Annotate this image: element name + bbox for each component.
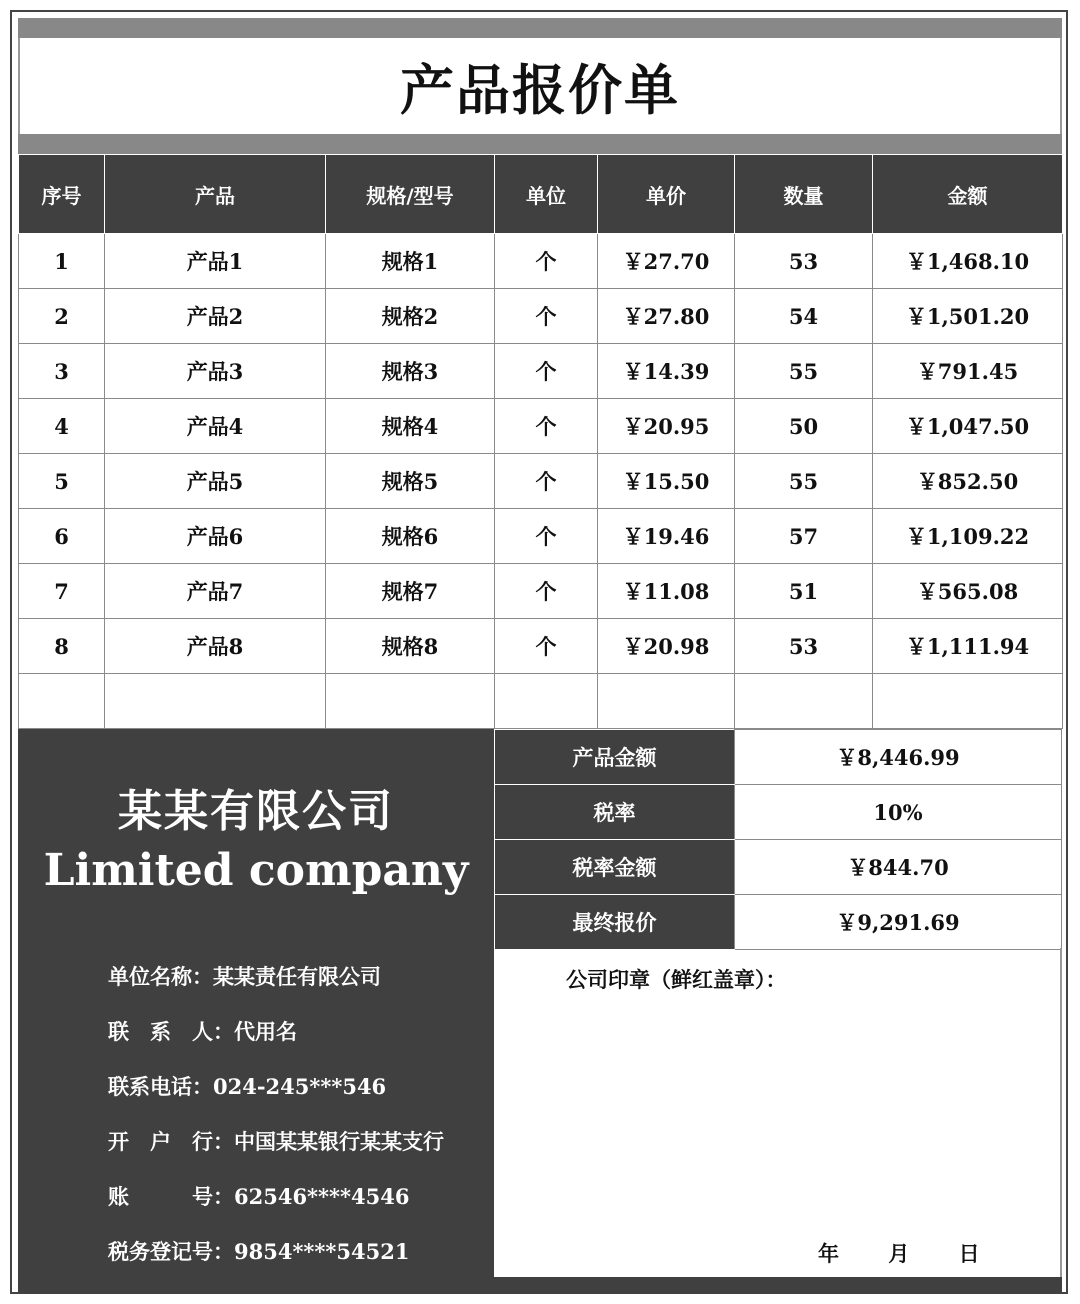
cell-quantity: 57 bbox=[735, 509, 873, 564]
cell-spec: 规格3 bbox=[326, 344, 495, 399]
cell-unit-price: ￥20.98 bbox=[598, 619, 735, 674]
cell-unit: 个 bbox=[495, 399, 598, 454]
seal-area bbox=[494, 948, 1062, 1277]
cell-amount: ￥1,111.94 bbox=[873, 619, 1063, 674]
table-row bbox=[19, 344, 1063, 399]
col-header-spec: 规格/型号 bbox=[326, 155, 495, 234]
cell-amount: ￥791.45 bbox=[873, 344, 1063, 399]
cell-product: 产品7 bbox=[105, 564, 326, 619]
table-row bbox=[19, 509, 1063, 564]
cell-quantity: 53 bbox=[735, 619, 873, 674]
cell-product: 产品1 bbox=[105, 234, 326, 289]
cell-index: 1 bbox=[19, 234, 105, 289]
cell-product: 产品4 bbox=[105, 399, 326, 454]
cell-index: 6 bbox=[19, 509, 105, 564]
table-header-row bbox=[19, 155, 1063, 234]
cell-unit-price bbox=[598, 674, 735, 729]
cell-product: 产品6 bbox=[105, 509, 326, 564]
total-label: 最终报价 bbox=[495, 895, 735, 950]
info-phone: 联系电话：024-245***546 bbox=[108, 1074, 387, 1099]
date-day: 日 bbox=[958, 1241, 980, 1266]
total-value: 10% bbox=[735, 785, 1062, 840]
cell-product bbox=[105, 674, 326, 729]
cell-unit: 个 bbox=[495, 509, 598, 564]
page-title: 产品报价单 bbox=[18, 38, 1062, 134]
col-header-amount: 金额 bbox=[873, 155, 1063, 234]
cell-quantity bbox=[735, 674, 873, 729]
total-row-tax-amount bbox=[495, 840, 1062, 895]
table-row bbox=[19, 619, 1063, 674]
company-name-cn: 某某有限公司 bbox=[118, 786, 394, 837]
table-row bbox=[19, 399, 1063, 454]
cell-quantity: 54 bbox=[735, 289, 873, 344]
total-value: ￥8,446.99 bbox=[735, 730, 1062, 785]
cell-unit: 个 bbox=[495, 564, 598, 619]
cell-unit-price: ￥19.46 bbox=[598, 509, 735, 564]
cell-product: 产品2 bbox=[105, 289, 326, 344]
bottom-band bbox=[18, 1277, 1062, 1294]
cell-index bbox=[19, 674, 105, 729]
total-label: 产品金额 bbox=[495, 730, 735, 785]
date-month: 月 bbox=[888, 1241, 910, 1266]
cell-spec: 规格7 bbox=[326, 564, 495, 619]
total-label: 税率金额 bbox=[495, 840, 735, 895]
col-header-quantity: 数量 bbox=[735, 155, 873, 234]
cell-unit: 个 bbox=[495, 289, 598, 344]
total-value: ￥844.70 bbox=[735, 840, 1062, 895]
total-row-final-price bbox=[495, 895, 1062, 950]
cell-product: 产品8 bbox=[105, 619, 326, 674]
info-bank: 开 户 行：中国某某银行某某支行 bbox=[108, 1129, 444, 1154]
cell-spec bbox=[326, 674, 495, 729]
info-unit-name: 单位名称：某某责任有限公司 bbox=[108, 964, 381, 989]
cell-unit-price: ￥14.39 bbox=[598, 344, 735, 399]
cell-quantity: 51 bbox=[735, 564, 873, 619]
cell-spec: 规格1 bbox=[326, 234, 495, 289]
cell-amount: ￥565.08 bbox=[873, 564, 1063, 619]
cell-spec: 规格6 bbox=[326, 509, 495, 564]
cell-spec: 规格8 bbox=[326, 619, 495, 674]
table-body bbox=[19, 234, 1063, 729]
total-row-product-amount bbox=[495, 730, 1062, 785]
cell-amount: ￥852.50 bbox=[873, 454, 1063, 509]
date-year: 年 bbox=[818, 1241, 839, 1266]
total-label: 税率 bbox=[495, 785, 735, 840]
cell-product: 产品5 bbox=[105, 454, 326, 509]
cell-unit-price: ￥20.95 bbox=[598, 399, 735, 454]
seal-label: 公司印章（鲜红盖章）： bbox=[566, 967, 787, 992]
col-header-unit-price: 单价 bbox=[598, 155, 735, 234]
table-row bbox=[19, 454, 1063, 509]
cell-amount: ￥1,047.50 bbox=[873, 399, 1063, 454]
cell-spec: 规格5 bbox=[326, 454, 495, 509]
table-row bbox=[19, 234, 1063, 289]
table-row bbox=[19, 289, 1063, 344]
cell-amount: ￥1,501.20 bbox=[873, 289, 1063, 344]
total-value: ￥9,291.69 bbox=[735, 895, 1062, 950]
cell-quantity: 53 bbox=[735, 234, 873, 289]
cell-unit bbox=[495, 674, 598, 729]
cell-index: 7 bbox=[19, 564, 105, 619]
date-row bbox=[818, 1238, 1022, 1268]
cell-index: 4 bbox=[19, 399, 105, 454]
col-header-product: 产品 bbox=[105, 155, 326, 234]
cell-amount: ￥1,468.10 bbox=[873, 234, 1063, 289]
cell-spec: 规格4 bbox=[326, 399, 495, 454]
company-name-en: Limited company bbox=[43, 845, 469, 896]
title-band bbox=[18, 134, 1062, 154]
cell-index: 5 bbox=[19, 454, 105, 509]
cell-unit: 个 bbox=[495, 619, 598, 674]
quotation-sheet bbox=[18, 18, 1062, 1277]
cell-unit: 个 bbox=[495, 234, 598, 289]
cell-amount bbox=[873, 674, 1063, 729]
totals-table bbox=[494, 729, 1062, 950]
cell-index: 3 bbox=[19, 344, 105, 399]
cell-spec: 规格2 bbox=[326, 289, 495, 344]
info-contact: 联 系 人：代用名 bbox=[108, 1019, 297, 1044]
cell-unit: 个 bbox=[495, 344, 598, 399]
cell-unit-price: ￥11.08 bbox=[598, 564, 735, 619]
cell-index: 2 bbox=[19, 289, 105, 344]
top-band bbox=[18, 18, 1062, 38]
info-tax-id: 税务登记号：9854****54521 bbox=[108, 1239, 410, 1264]
cell-amount: ￥1,109.22 bbox=[873, 509, 1063, 564]
summary-section bbox=[18, 729, 1062, 1277]
cell-unit: 个 bbox=[495, 454, 598, 509]
col-header-unit: 单位 bbox=[495, 155, 598, 234]
cell-quantity: 55 bbox=[735, 344, 873, 399]
cell-unit-price: ￥27.70 bbox=[598, 234, 735, 289]
cell-quantity: 55 bbox=[735, 454, 873, 509]
info-account: 账 号：62546****4546 bbox=[108, 1184, 410, 1209]
total-row-tax-rate bbox=[495, 785, 1062, 840]
items-table bbox=[18, 154, 1063, 729]
company-panel bbox=[18, 729, 494, 1277]
cell-unit-price: ￥27.80 bbox=[598, 289, 735, 344]
cell-index: 8 bbox=[19, 619, 105, 674]
col-header-index: 序号 bbox=[19, 155, 105, 234]
table-row bbox=[19, 674, 1063, 729]
table-row bbox=[19, 564, 1063, 619]
cell-quantity: 50 bbox=[735, 399, 873, 454]
cell-unit-price: ￥15.50 bbox=[598, 454, 735, 509]
cell-product: 产品3 bbox=[105, 344, 326, 399]
